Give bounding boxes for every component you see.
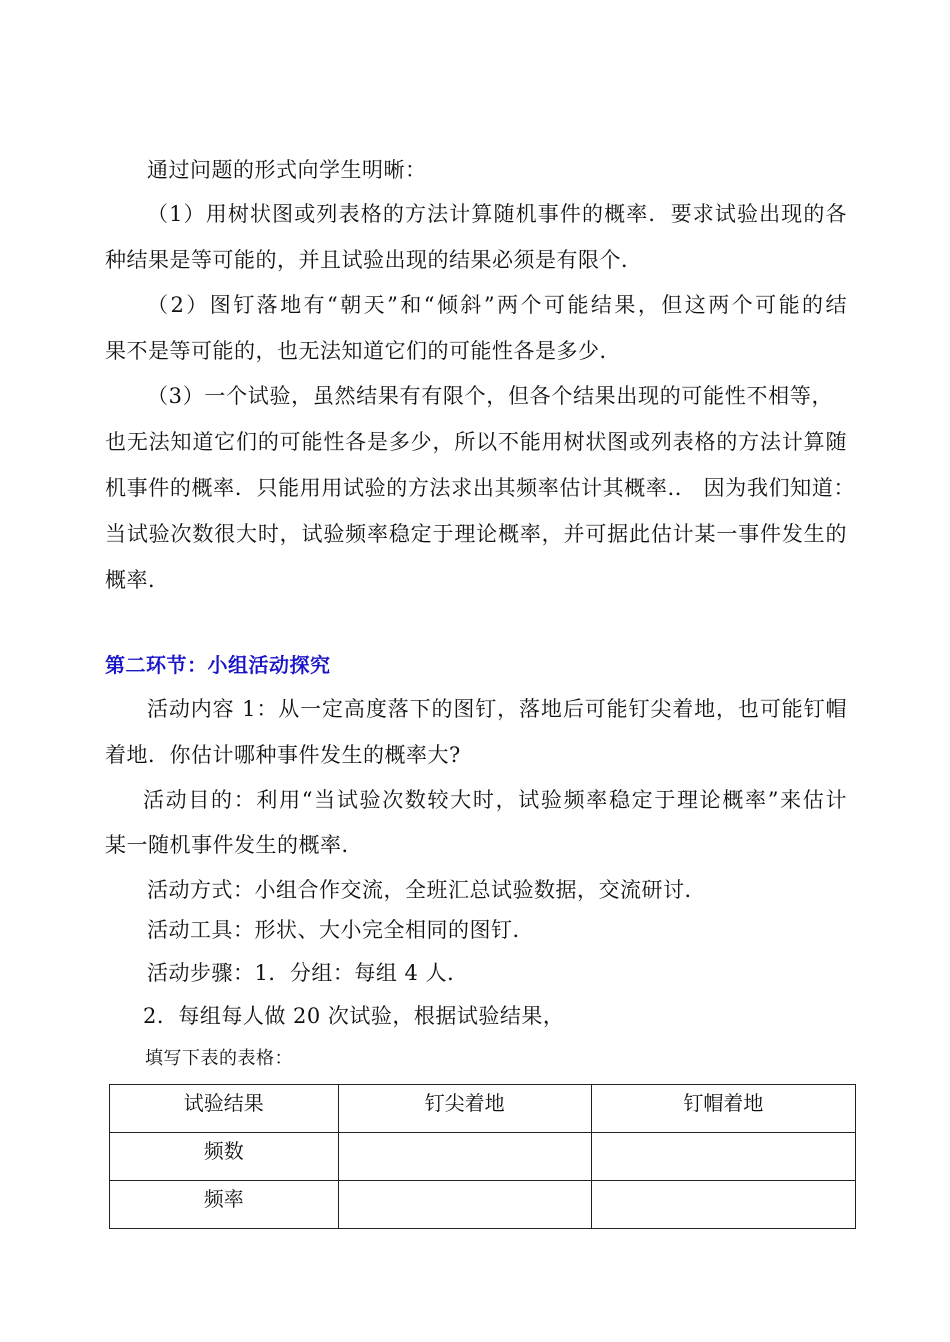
p3-line-5: 概率．	[105, 568, 170, 592]
goal-line-2: 某一随机事件发生的概率．	[105, 833, 363, 857]
content-line-2: 着地．你估计哪种事件发生的概率大?	[105, 743, 461, 767]
p2-line-2: 果不是等可能的，也无法知道它们的可能性各是多少．	[105, 339, 621, 363]
table-intro-line: 填写下表的表格：	[145, 1048, 293, 1069]
steps-line: 活动步骤：1．分组：每组 4 人．	[147, 961, 469, 985]
table-cell	[591, 1133, 855, 1181]
p3-line-4: 当试验次数很大时，试验频率稳定于理论概率，并可据此估计某一事件发生的	[105, 522, 847, 546]
table-cell	[338, 1181, 591, 1229]
step2-line: 2．每组每人做 20 次试验，根据试验结果，	[143, 1004, 565, 1028]
method-line: 活动方式：小组合作交流，全班汇总试验数据，交流研讨．	[147, 878, 706, 902]
p1-line-1: （1）用树状图或列表格的方法计算随机事件的概率．要求试验出现的各	[147, 202, 847, 226]
table-header-cell: 试验结果	[110, 1085, 339, 1133]
table-row-label: 频数	[110, 1133, 339, 1181]
table-header-row	[110, 1085, 856, 1133]
table-cell	[338, 1133, 591, 1181]
content-line-1: 活动内容 1：从一定高度落下的图钉，落地后可能钉尖着地，也可能钉帽	[147, 697, 847, 721]
intro-line: 通过问题的形式向学生明晰：	[147, 158, 427, 182]
table-row	[110, 1133, 856, 1181]
tools-line: 活动工具：形状、大小完全相同的图钉．	[147, 918, 534, 942]
table-row	[110, 1181, 856, 1229]
table-header-cell: 钉帽着地	[591, 1085, 855, 1133]
table-cell	[591, 1181, 855, 1229]
table-header-cell: 钉尖着地	[338, 1085, 591, 1133]
p3-line-2: 也无法知道它们的可能性各是多少，所以不能用树状图或列表格的方法计算随	[105, 430, 847, 454]
results-table	[109, 1084, 856, 1229]
goal-line-1: 活动目的：利用“当试验次数较大时，试验频率稳定于理论概率”来估计	[143, 788, 847, 812]
p2-line-1: （2）图钉落地有“朝天”和“倾斜”两个可能结果，但这两个可能的结	[147, 293, 847, 317]
p3-line-3: 机事件的概率．只能用用试验的方法求出其频率估计其概率.. 因为我们知道：	[105, 476, 855, 500]
p1-line-2: 种结果是等可能的，并且试验出现的结果必须是有限个．	[105, 248, 643, 272]
section-heading: 第二环节：小组活动探究	[105, 653, 331, 677]
p3-line-1: （3）一个试验，虽然结果有有限个，但各个结果出现的可能性不相等，	[147, 384, 833, 408]
table-row-label: 频率	[110, 1181, 339, 1229]
